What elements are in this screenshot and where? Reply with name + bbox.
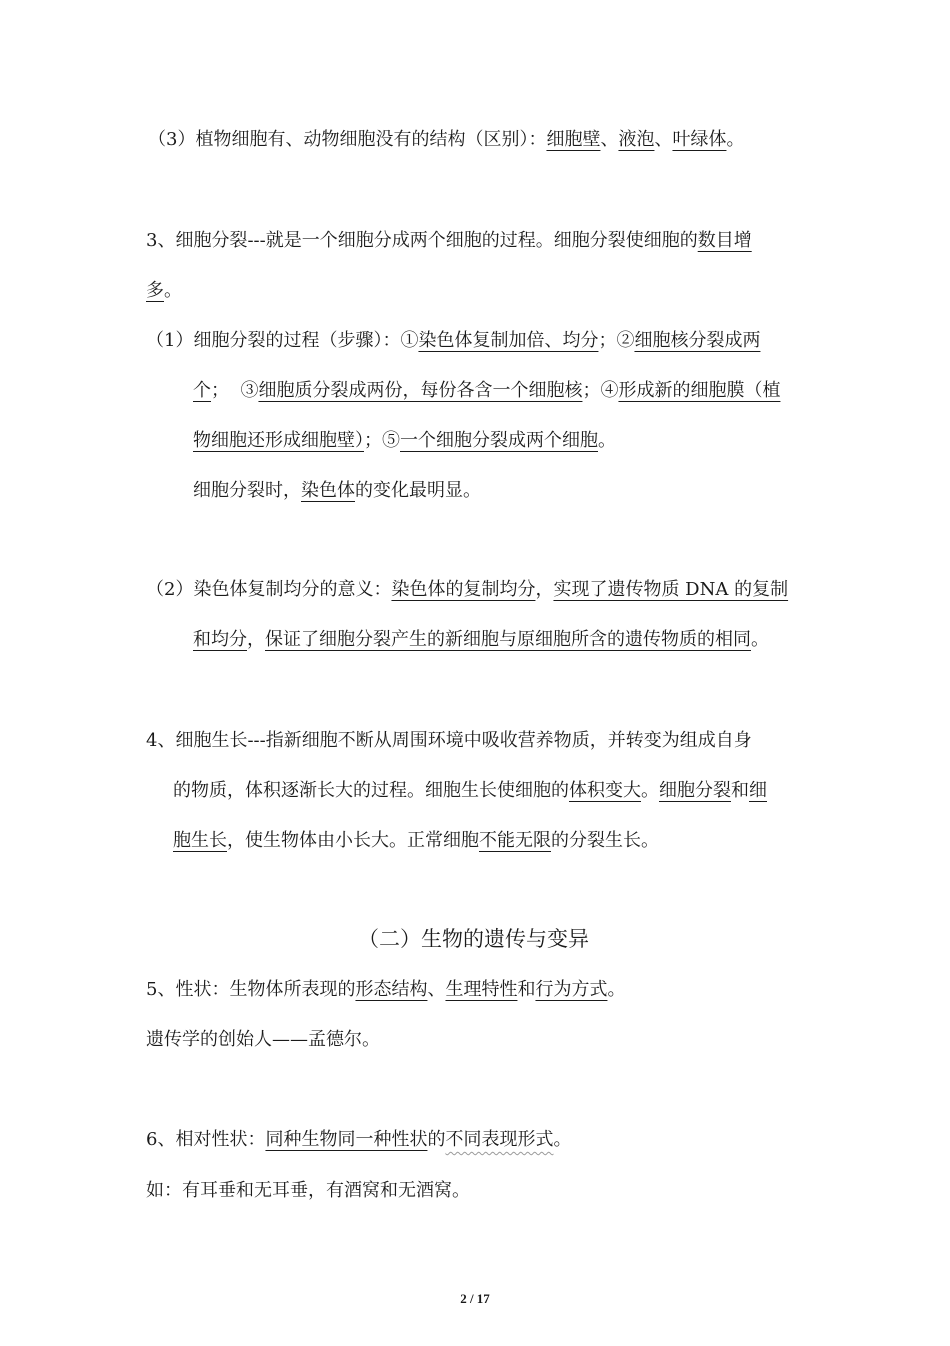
text: ； bbox=[598, 330, 617, 351]
underlined-term: 一个细胞分裂成两个细胞 bbox=[400, 430, 598, 451]
underlined-term: 胞生长 bbox=[173, 830, 227, 851]
text: 的 bbox=[427, 1129, 446, 1150]
step-marker: ④ bbox=[600, 380, 619, 401]
text: 遗传学的创始人——孟德尔。 bbox=[146, 1029, 380, 1050]
underlined-term: 染色体 bbox=[301, 480, 355, 501]
text: 。 bbox=[607, 979, 626, 1000]
paragraph-trait-definition bbox=[146, 977, 625, 1003]
section-heading: （二）生物的遗传与变异 bbox=[358, 927, 589, 951]
underlined-term: 形态结构 bbox=[355, 979, 428, 1000]
text: 、 bbox=[654, 129, 673, 150]
text: ，使生物体由小长大。正常细胞 bbox=[227, 830, 479, 851]
text: 5、性状：生物体所表现的 bbox=[146, 979, 356, 1000]
underlined-term: 细胞壁 bbox=[546, 129, 601, 150]
text: 。 bbox=[553, 1129, 572, 1150]
paragraph-cell-division-line2 bbox=[146, 278, 182, 304]
text: 4、细胞生长---指新细胞不断从周围环境中吸收营养物质，并转变为组成自身 bbox=[146, 730, 752, 751]
paragraph-genetics-founder bbox=[146, 1027, 380, 1053]
step-marker: ① bbox=[400, 330, 419, 351]
text: ， bbox=[247, 629, 265, 650]
text: ； bbox=[582, 380, 601, 401]
page-number: 2 / 17 bbox=[460, 1291, 490, 1306]
underlined-term: 细胞质分裂成两份，每份各含一个细胞核 bbox=[258, 380, 583, 401]
paragraph-cell-growth-line3 bbox=[173, 828, 659, 854]
wavy-underlined-term: 不同表现形式 bbox=[445, 1129, 554, 1150]
underlined-term: 液泡 bbox=[618, 129, 655, 150]
text: 和 bbox=[731, 780, 749, 801]
text: 。 bbox=[641, 780, 659, 801]
underlined-term: 生理特性 bbox=[445, 979, 518, 1000]
underlined-term: 数目增 bbox=[697, 230, 752, 251]
text: 的分裂生长。 bbox=[551, 830, 659, 851]
paragraph-plant-cell-structures bbox=[148, 127, 744, 153]
paragraph-cell-growth-line2 bbox=[173, 778, 767, 804]
text: 6、相对性状： bbox=[146, 1129, 266, 1150]
step-marker: ② bbox=[616, 330, 635, 351]
text: 、 bbox=[600, 129, 619, 150]
paragraph-cell-growth-line1 bbox=[146, 728, 752, 754]
paragraph-chromosome-significance-line1 bbox=[146, 577, 788, 603]
underlined-term: 形成新的细胞膜（植 bbox=[618, 380, 781, 401]
underlined-term: 不能无限 bbox=[479, 830, 551, 851]
text: （3）植物细胞有、动物细胞没有的结构（区别）： bbox=[148, 129, 547, 150]
underlined-term: 和均分 bbox=[193, 629, 247, 650]
text: 。 bbox=[751, 629, 769, 650]
underlined-term: 多 bbox=[146, 280, 164, 301]
text: 如：有耳垂和无耳垂，有酒窝和无酒窝。 bbox=[146, 1180, 470, 1201]
text: 。 bbox=[598, 430, 616, 451]
text: 细胞分裂时， bbox=[193, 480, 301, 501]
text: 和 bbox=[517, 979, 536, 1000]
underlined-term: 细胞分裂 bbox=[659, 780, 731, 801]
text: 的变化最明显。 bbox=[355, 480, 481, 501]
underlined-term: 同种生物同一种性状 bbox=[265, 1129, 428, 1150]
paragraph-chromosome-significance-line2 bbox=[193, 627, 769, 653]
text: ， bbox=[535, 579, 554, 600]
text: （1）细胞分裂的过程（步骤）： bbox=[146, 330, 401, 351]
step-marker: ⑤ bbox=[382, 430, 400, 451]
paragraph-relative-traits bbox=[146, 1127, 571, 1153]
underlined-term: 叶绿体 bbox=[672, 129, 727, 150]
underlined-term: 体积变大 bbox=[569, 780, 641, 801]
underlined-term: 实现了遗传物质 DNA 的复制 bbox=[553, 579, 789, 600]
text: ； bbox=[211, 380, 241, 401]
underlined-term: 物细胞还形成细胞壁） bbox=[193, 430, 364, 451]
paragraph-division-steps-line2 bbox=[193, 378, 780, 404]
paragraph-division-note bbox=[193, 478, 481, 504]
text: 3、细胞分裂---就是一个细胞分成两个细胞的过程。细胞分裂使细胞的 bbox=[146, 230, 698, 251]
text: 、 bbox=[427, 979, 446, 1000]
underlined-term: 细 bbox=[749, 780, 767, 801]
text: （2）染色体复制均分的意义： bbox=[146, 579, 392, 600]
underlined-term: 个 bbox=[193, 380, 211, 401]
text: ； bbox=[364, 430, 382, 451]
text: 。 bbox=[164, 280, 182, 301]
underlined-term: 染色体的复制均分 bbox=[391, 579, 536, 600]
paragraph-division-steps-line1 bbox=[146, 328, 760, 354]
step-marker: ③ bbox=[240, 380, 259, 401]
underlined-term: 染色体复制加倍、均分 bbox=[418, 330, 599, 351]
paragraph-relative-traits-example bbox=[146, 1178, 470, 1204]
text: 。 bbox=[726, 129, 745, 150]
underlined-term: 保证了细胞分裂产生的新细胞与原细胞所含的遗传物质的相同 bbox=[265, 629, 751, 650]
paragraph-division-steps-line3 bbox=[193, 428, 616, 454]
underlined-term: 行为方式 bbox=[535, 979, 608, 1000]
underlined-term: 细胞核分裂成两 bbox=[634, 330, 761, 351]
text: 的物质，体积逐渐长大的过程。细胞生长使细胞的 bbox=[173, 780, 569, 801]
paragraph-cell-division-line1 bbox=[146, 228, 752, 254]
